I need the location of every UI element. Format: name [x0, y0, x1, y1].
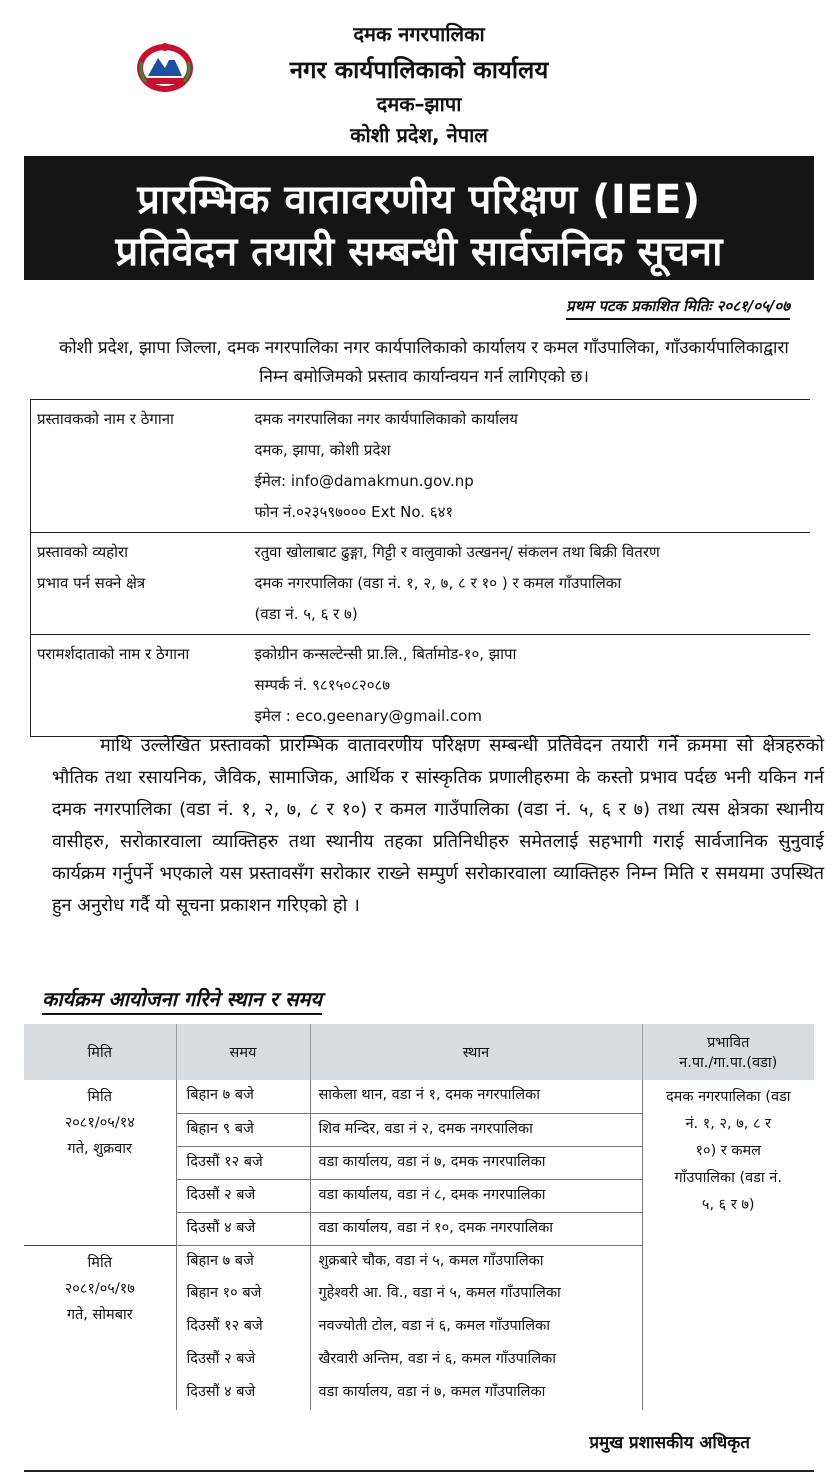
group2-date-day: गते, सोमबार	[66, 1306, 133, 1323]
office-location: दमक–झापा	[376, 92, 462, 116]
table-row	[24, 1080, 814, 1113]
bottom-divider	[24, 1470, 814, 1472]
place-cell: वडा कार्यालय, वडा नं ८, दमक नगरपालिका	[310, 1179, 642, 1212]
proponent-details	[249, 400, 811, 533]
place-cell: वडा कार्यालय, वडा नं ७, कमल गाँउपालिका	[310, 1377, 642, 1410]
notice-header	[24, 0, 814, 155]
affected-areas-cell	[642, 1080, 814, 1245]
place-cell: शिव मन्दिर, वडा नं २, दमक नगरपालिका	[310, 1113, 642, 1146]
place-cell: खैरवारी अन्तिम, वडा नं ६, कमल गाँउपालिका	[310, 1344, 642, 1377]
proponent-line: दमक, झापा, कोशी प्रदेश	[254, 441, 391, 459]
body-paragraph: माथि उल्लेखित प्रस्तावको प्रारम्भिक वातावरणीय परिक्षण सम्बन्धी प्रतिवेदन तयारी गर्ने क्रममा सो क्षेत्रहरुको भौतिक तथा रसायनिक, जैविक, सामाजिक, आर्थिक र सांस्कृतिक प्रणालीहरुमा के कस्तो प्रभाव पर्दछ भनी यकिन गर्न दमक नगरपालिका (वडा नं. १, २, ७, ८ र १०) र कमल गाउँपालिका (वडा नं. ५, ६ र ७) तथा त्यस क्षेत्रका स्थानीय वासीहरु, सरोकारवाला व्याक्तिहरु तथा स्थानीय तहका प्रतिनिधीहरु समेतलाई सहभागी गराई सार्वजानिक सुनुवाई कार्यक्रम गर्नुपर्ने भएकाले यस प्रस्तावसँग सरोकार राख्ने सम्पुर्ण सरोकारवाला व्याक्तिहरु निम्न मिति र समयमा उपस्थित हुन अनुरोध गर्दै यो सूचना प्रकाशन गरिएको हो ।	[52, 735, 824, 916]
group1-date	[24, 1080, 176, 1245]
proposal-row	[31, 533, 811, 635]
time-cell: दिउसौं ४ बजे	[176, 1212, 310, 1245]
consultant-row	[31, 635, 811, 737]
proponent-email: ईमेल: info@damakmun.gov.np	[254, 472, 474, 490]
municipality-name: दमक नगरपालिका	[353, 22, 485, 46]
header-affected-line1: प्रभावित	[707, 1035, 750, 1051]
header-place: स्थान	[310, 1024, 642, 1080]
time-cell: दिउसौं ४ बजे	[176, 1377, 310, 1410]
group1-date-day: गते, शुक्रवार	[67, 1141, 132, 1157]
proposal-line: (वडा नं. ५, ६ र ७)	[254, 605, 358, 623]
header-date: मिति	[24, 1024, 176, 1080]
time-cell: दिउसौं १२ बजे	[176, 1146, 310, 1179]
affected-line: दमक नगरपालिका (वडा	[665, 1089, 791, 1105]
affected-areas-empty	[642, 1245, 814, 1410]
affected-line: ५, ६ र ७)	[701, 1197, 755, 1213]
group1-date-value: २०८१/०५/१४	[64, 1115, 135, 1131]
place-cell: वडा कार्यालय, वडा नं १०, दमक नगरपालिका	[310, 1212, 642, 1245]
place-cell: नवज्योती टोल, वडा नं ६, कमल गाँउपालिका	[310, 1311, 642, 1344]
time-cell: बिहान ९ बजे	[176, 1113, 310, 1146]
proponent-line: दमक नगरपालिका नगर कार्यपालिकाको कार्यालय	[254, 410, 518, 428]
time-cell: बिहान १० बजे	[176, 1278, 310, 1311]
consultant-details	[249, 635, 811, 737]
intro-paragraph: कोशी प्रदेश, झापा जिल्ला, दमक नगरपालिका नगर कार्यपालिकाको कार्यालय र कमल गाँउपालिका, गाँउकार्यपालिकाद्वारा निम्न बमोजिमको प्रस्ताव कार्यान्वयन गर्न लागिएको छ।	[59, 338, 789, 387]
proposal-label-line: प्रस्तावको व्यहोरा	[37, 543, 129, 561]
time-cell: बिहान ७ बजे	[176, 1245, 310, 1278]
notice-title-line2: प्रतिवेदन तयारी सम्बन्धी सार्वजनिक सूचना	[115, 229, 723, 275]
consultant-email: इमेल : eco.geenary@gmail.com	[254, 707, 482, 725]
proposal-details	[249, 533, 811, 635]
signatory-title: प्रमुख प्रशासकीय अधिकृत	[589, 1433, 750, 1453]
proponent-row	[31, 400, 811, 533]
proponent-label: प्रस्तावकको नाम र ठेगाना	[31, 400, 249, 533]
place-cell: शुक्रबारे चौक, वडा नं ५, कमल गाँउपालिका	[310, 1245, 642, 1278]
published-date: प्रथम पटक प्रकाशित मितिः २०८१/०५/०७	[566, 296, 790, 320]
time-cell: दिउसौं १२ बजे	[176, 1311, 310, 1344]
group2-date-label: मिति	[87, 1254, 112, 1271]
proponent-phone: फोन नं.०२३५९७००० Ext No. ६४१	[254, 503, 454, 521]
office-name: नगर कार्यपालिकाको कार्यालय	[289, 56, 549, 84]
schedule-header-row	[24, 1024, 814, 1080]
proposal-details-table	[30, 399, 810, 737]
group2-date	[24, 1245, 176, 1410]
proposal-line: रतुवा खोलाबाट ढुङ्गा, गिट्टी र वालुवाको उत्खनन्/ संकलन तथा बिक्री वितरण	[254, 543, 660, 561]
consultant-phone: सम्पर्क नं. ९८१५०८२०८७	[254, 676, 391, 694]
notice-page	[24, 0, 824, 1479]
place-cell: वडा कार्यालय, वडा नं ७, दमक नगरपालिका	[310, 1146, 642, 1179]
notice-title-banner	[24, 156, 814, 280]
header-time: समय	[176, 1024, 310, 1080]
schedule-title: कार्यक्रम आयोजना गरिने स्थान र समय	[42, 985, 322, 1015]
province-country: कोशी प्रदेश, नेपाल	[350, 123, 488, 147]
impact-area-label: प्रभाव पर्न सक्ने क्षेत्र	[37, 574, 146, 592]
header-affected-line2: न.पा./गा.पा.(वडा)	[679, 1055, 778, 1071]
place-cell: साकेला थान, वडा नं १, दमक नगरपालिका	[310, 1080, 642, 1113]
consultant-line: इकोग्रीन कन्सल्टेन्सी प्रा.लि., बिर्तामोड-१०, झापा	[254, 645, 517, 663]
affected-line: १०) र कमल	[695, 1143, 762, 1159]
schedule-table	[24, 1024, 814, 1410]
time-cell: बिहान ७ बजे	[176, 1080, 310, 1113]
header-affected	[642, 1024, 814, 1080]
affected-line: गाँउपालिका (वडा नं.	[674, 1170, 782, 1186]
proposal-label	[31, 533, 249, 635]
consultant-label: परामर्शदाताको नाम र ठेगाना	[31, 635, 249, 737]
proposal-line: दमक नगरपालिका (वडा नं. १, २, ७, ८ र १० ) र कमल गाँउपालिका	[254, 574, 622, 592]
time-cell: दिउसौं २ बजे	[176, 1344, 310, 1377]
group2-date-value: २०८१/०५/१७	[64, 1280, 135, 1297]
notice-title-line1: प्रारम्भिक वातावरणीय परिक्षण (IEE)	[137, 177, 701, 223]
group1-date-label: मिति	[87, 1089, 112, 1105]
place-cell: गुहेश्वरी आ. वि., वडा नं ५, कमल गाँउपालिका	[310, 1278, 642, 1311]
time-cell: दिउसौं २ बजे	[176, 1179, 310, 1212]
table-row	[24, 1245, 814, 1278]
affected-line: नं. १, २, ७, ८ र	[685, 1116, 772, 1132]
